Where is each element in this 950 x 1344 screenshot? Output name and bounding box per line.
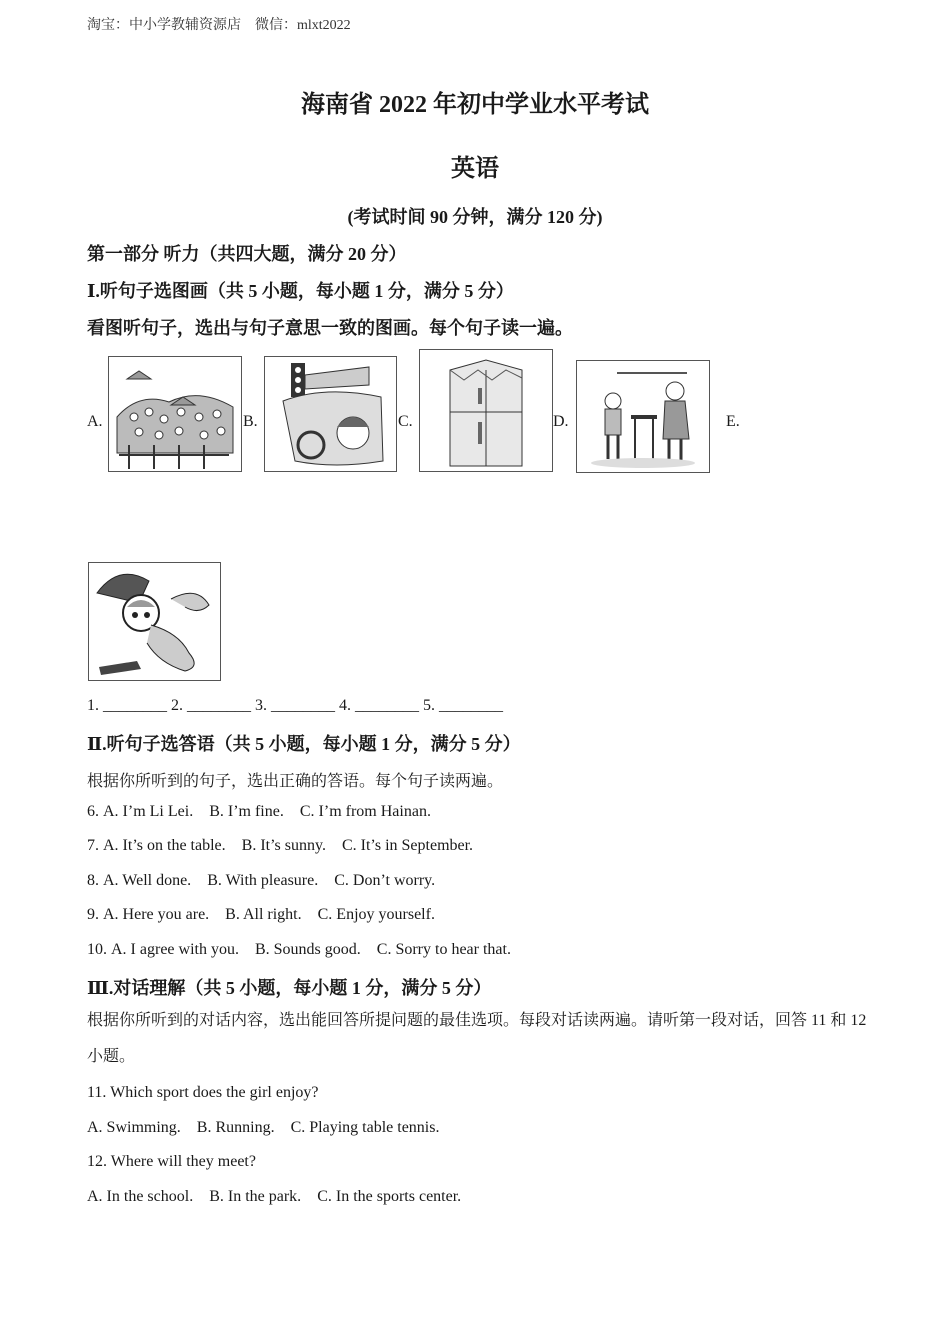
question-number: 10. xyxy=(87,941,107,958)
option-b: B. With pleasure. xyxy=(207,872,319,889)
option-c: C. Enjoy yourself. xyxy=(317,906,435,923)
question-number: 6. xyxy=(87,803,99,820)
section2-instruction: 根据你所听到的句子，选出正确的答语。每个句子读两遍。 xyxy=(87,773,504,790)
shop-text: 淘宝：中小学教辅资源店 xyxy=(87,18,241,33)
label-b: B. xyxy=(243,413,258,430)
question-12-options xyxy=(87,1188,477,1206)
option-b: B. Running. xyxy=(196,1119,275,1136)
question-10 xyxy=(87,941,527,959)
question-number: 9. xyxy=(87,906,99,923)
option-c: C. It’s in September. xyxy=(341,837,474,854)
label-d: D. xyxy=(553,413,569,430)
picture-d-helping-elderly xyxy=(576,360,710,473)
question-11-options xyxy=(87,1119,455,1137)
question-8 xyxy=(87,872,451,890)
option-a: A. I’m Li Lei. xyxy=(103,803,194,820)
option-b: B. Sounds good. xyxy=(254,941,361,958)
label-a: A. xyxy=(87,413,103,430)
option-b: B. All right. xyxy=(225,906,302,923)
picture-e-monkey-king xyxy=(88,562,221,681)
question-7 xyxy=(87,837,489,855)
part1-heading: 第一部分 听力（共四大题，满分 20 分） xyxy=(87,244,407,264)
picture-c-fridge xyxy=(419,349,553,472)
wechat-text: 微信：mlxt2022 xyxy=(255,18,351,33)
option-a: A. I agree with you. xyxy=(111,941,239,958)
option-a: A. Swimming. xyxy=(87,1119,181,1136)
question-number: 7. xyxy=(87,837,99,854)
option-a: A. It’s on the table. xyxy=(103,837,226,854)
option-c: C. Sorry to hear that. xyxy=(376,941,511,958)
option-b: B. I’m fine. xyxy=(209,803,284,820)
exam-info: (考试时间 90 分钟，满分 120 分) xyxy=(347,207,603,227)
option-c: C. Playing table tennis. xyxy=(290,1119,440,1136)
section1-heading: Ⅰ.听句子选图画（共 5 小题，每小题 1 分，满分 5 分） xyxy=(87,281,514,301)
option-c: C. I’m from Hainan. xyxy=(299,803,431,820)
page-header xyxy=(87,14,351,34)
option-c: C. Don’t worry. xyxy=(334,872,436,889)
picture-a-garden xyxy=(108,356,242,472)
question-number: 8. xyxy=(87,872,99,889)
question-9 xyxy=(87,906,451,924)
question-12: 12. Where will they meet? xyxy=(87,1153,256,1170)
section3-instruction: 根据你所听到的对话内容，选出能回答所提问题的最佳选项。每段对话读两遍。请听第一段对话，回答 11 和 12 小题。 xyxy=(87,1012,867,1065)
section2-heading: Ⅱ.听句子选答语（共 5 小题，每小题 1 分，满分 5 分） xyxy=(87,734,521,754)
label-e: E. xyxy=(726,413,740,430)
picture-b-driving xyxy=(264,356,397,472)
section1-answer-blanks: 1. ________ 2. ________ 3. ________ 4. ________ 5. ________ xyxy=(87,697,503,714)
section3-heading: Ⅲ.对话理解（共 5 小题，每小题 1 分，满分 5 分） xyxy=(87,978,492,998)
section1-instruction: 看图听句子，选出与句子意思一致的图画。每个句子读一遍。 xyxy=(87,318,573,338)
label-c: C. xyxy=(398,413,413,430)
option-a: A. Here you are. xyxy=(103,906,210,923)
option-c: C. In the sports center. xyxy=(317,1188,462,1205)
option-a: A. In the school. xyxy=(87,1188,194,1205)
question-6 xyxy=(87,803,447,821)
subject-title: 英语 xyxy=(451,156,499,182)
option-a: A. Well done. xyxy=(103,872,192,889)
option-b: B. In the park. xyxy=(209,1188,302,1205)
question-11: 11. Which sport does the girl enjoy? xyxy=(87,1084,319,1101)
option-b: B. It’s sunny. xyxy=(241,837,326,854)
exam-title: 海南省 2022 年初中学业水平考试 xyxy=(301,92,649,118)
